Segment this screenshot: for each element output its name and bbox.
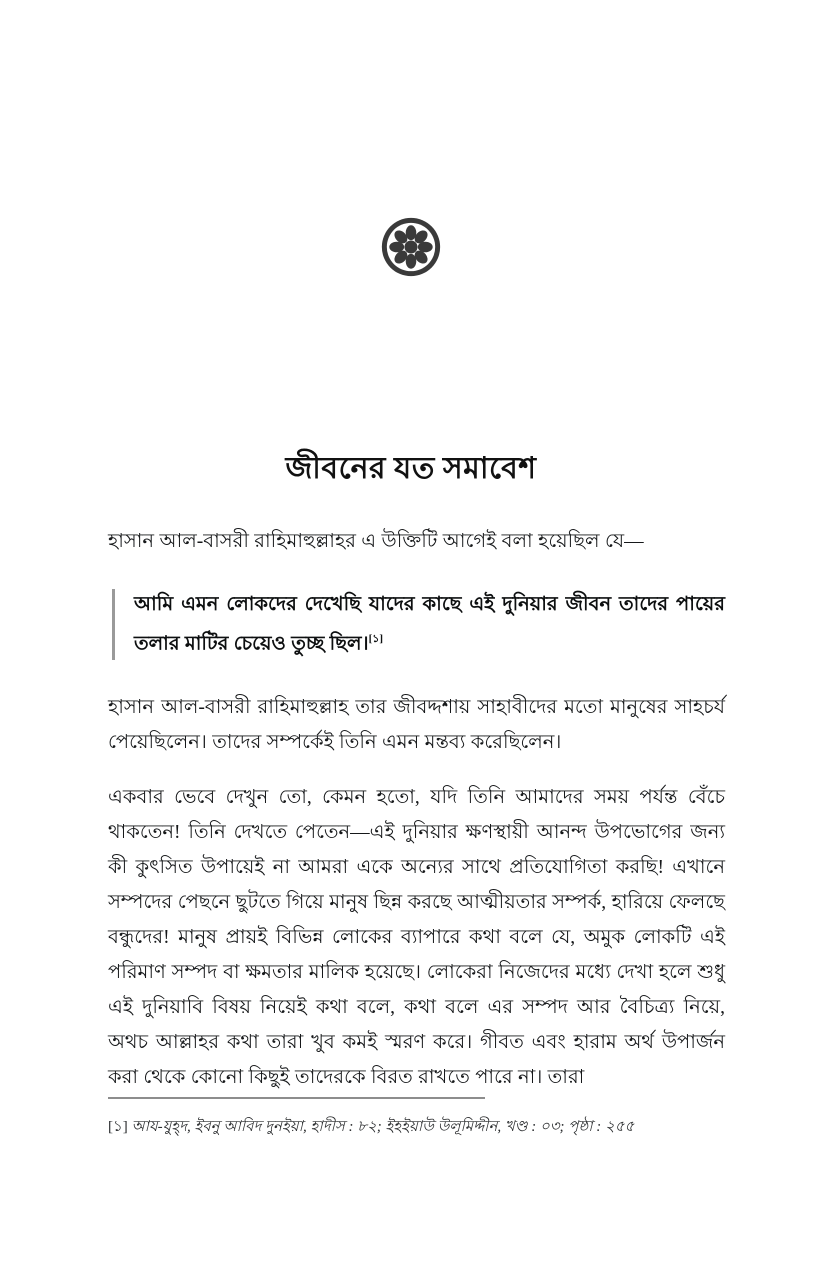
text-column <box>108 524 725 1095</box>
blockquote-accent-bar <box>112 589 115 660</box>
chapter-title: জীবনের যত সমাবেশ <box>285 452 537 486</box>
ornament-container <box>0 216 822 278</box>
blockquote-text-wrapper <box>134 587 725 662</box>
blockquote-text: আমি এমন লোকদের দেখেছি যাদের কাছে এই দুনিয়ার জীবন তাদের পায়ের তলার মাটির চেয়েও তুচ্ছ ছিল। <box>134 594 725 655</box>
flower-wheel-rosette-icon <box>380 216 442 278</box>
footnote-citation-text: আয-যুহ্দ, ইবনু আবিদ দুনইয়া, হাদীস : ৮২; ইহইয়াউ উলূমিদ্দীন, খণ্ড : ০৩; পৃষ্ঠা : ২৫৫ <box>127 1119 635 1135</box>
blockquote <box>108 585 725 664</box>
intro-paragraph: হাসান আল-বাসরী রাহিমাহুল্লাহর এ উক্তিটি আগেই বলা হয়েছিল যে— <box>108 531 644 552</box>
footnote-divider <box>108 1097 485 1099</box>
footnote <box>108 1115 748 1139</box>
body-paragraph-2: একবার ভেবে দেখুন তো, কেমন হতো, যদি তিনি আমাদের সময় পর্যন্ত বেঁচে থাকতেন! তিনি দেখতে পেতেন—এই দুনিয়ার ক্ষণস্থায়ী আনন্দ উপভোগের জন্য কী কুৎসিত উপায়েই না আমরা একে অন্যের সাথে প্রতিযোগিতা করছি! এখানে সম্পদের পেছনে ছুটতে গিয়ে মানুষ ছিন্ন করছে আত্মীয়তার সম্পর্ক, হারিয়ে ফেলছে বন্ধুদের! মানুষ প্রায়ই বিভিন্ন লোকের ব্যাপারে কথা বলে যে, অমুক লোকটি এই পরিমাণ সম্পদ বা ক্ষমতার মালিক হয়েছে। লোকেরা নিজেদের মধ্যে দেখা হলে শুধু এই দুনিয়াবি বিষয় নিয়েই কথা বলে, কথা বলে এর সম্পদ আর বৈচিত্র্য নিয়ে, অথচ আল্লাহর কথা তারা খুব কমই স্মরণ করে। গীবত এবং হারাম অর্থ উপার্জন করা থেকে কোনো কিছুই তাদেরকে বিরত রাখতে পারে না। তারা <box>108 786 725 1088</box>
footnote-marker: [১] <box>108 1119 128 1135</box>
body-paragraph-1: হাসান আল-বাসরী রাহিমাহুল্লাহ তার জীবদ্দশায় সাহাবীদের মতো মানুষের সাহচর্য পেয়েছিলেন। তাদের সম্পর্কেই তিনি এমন মন্তব্য করেছিলেন। <box>108 696 725 753</box>
footnote-reference-marker[interactable]: [১] <box>368 633 384 645</box>
